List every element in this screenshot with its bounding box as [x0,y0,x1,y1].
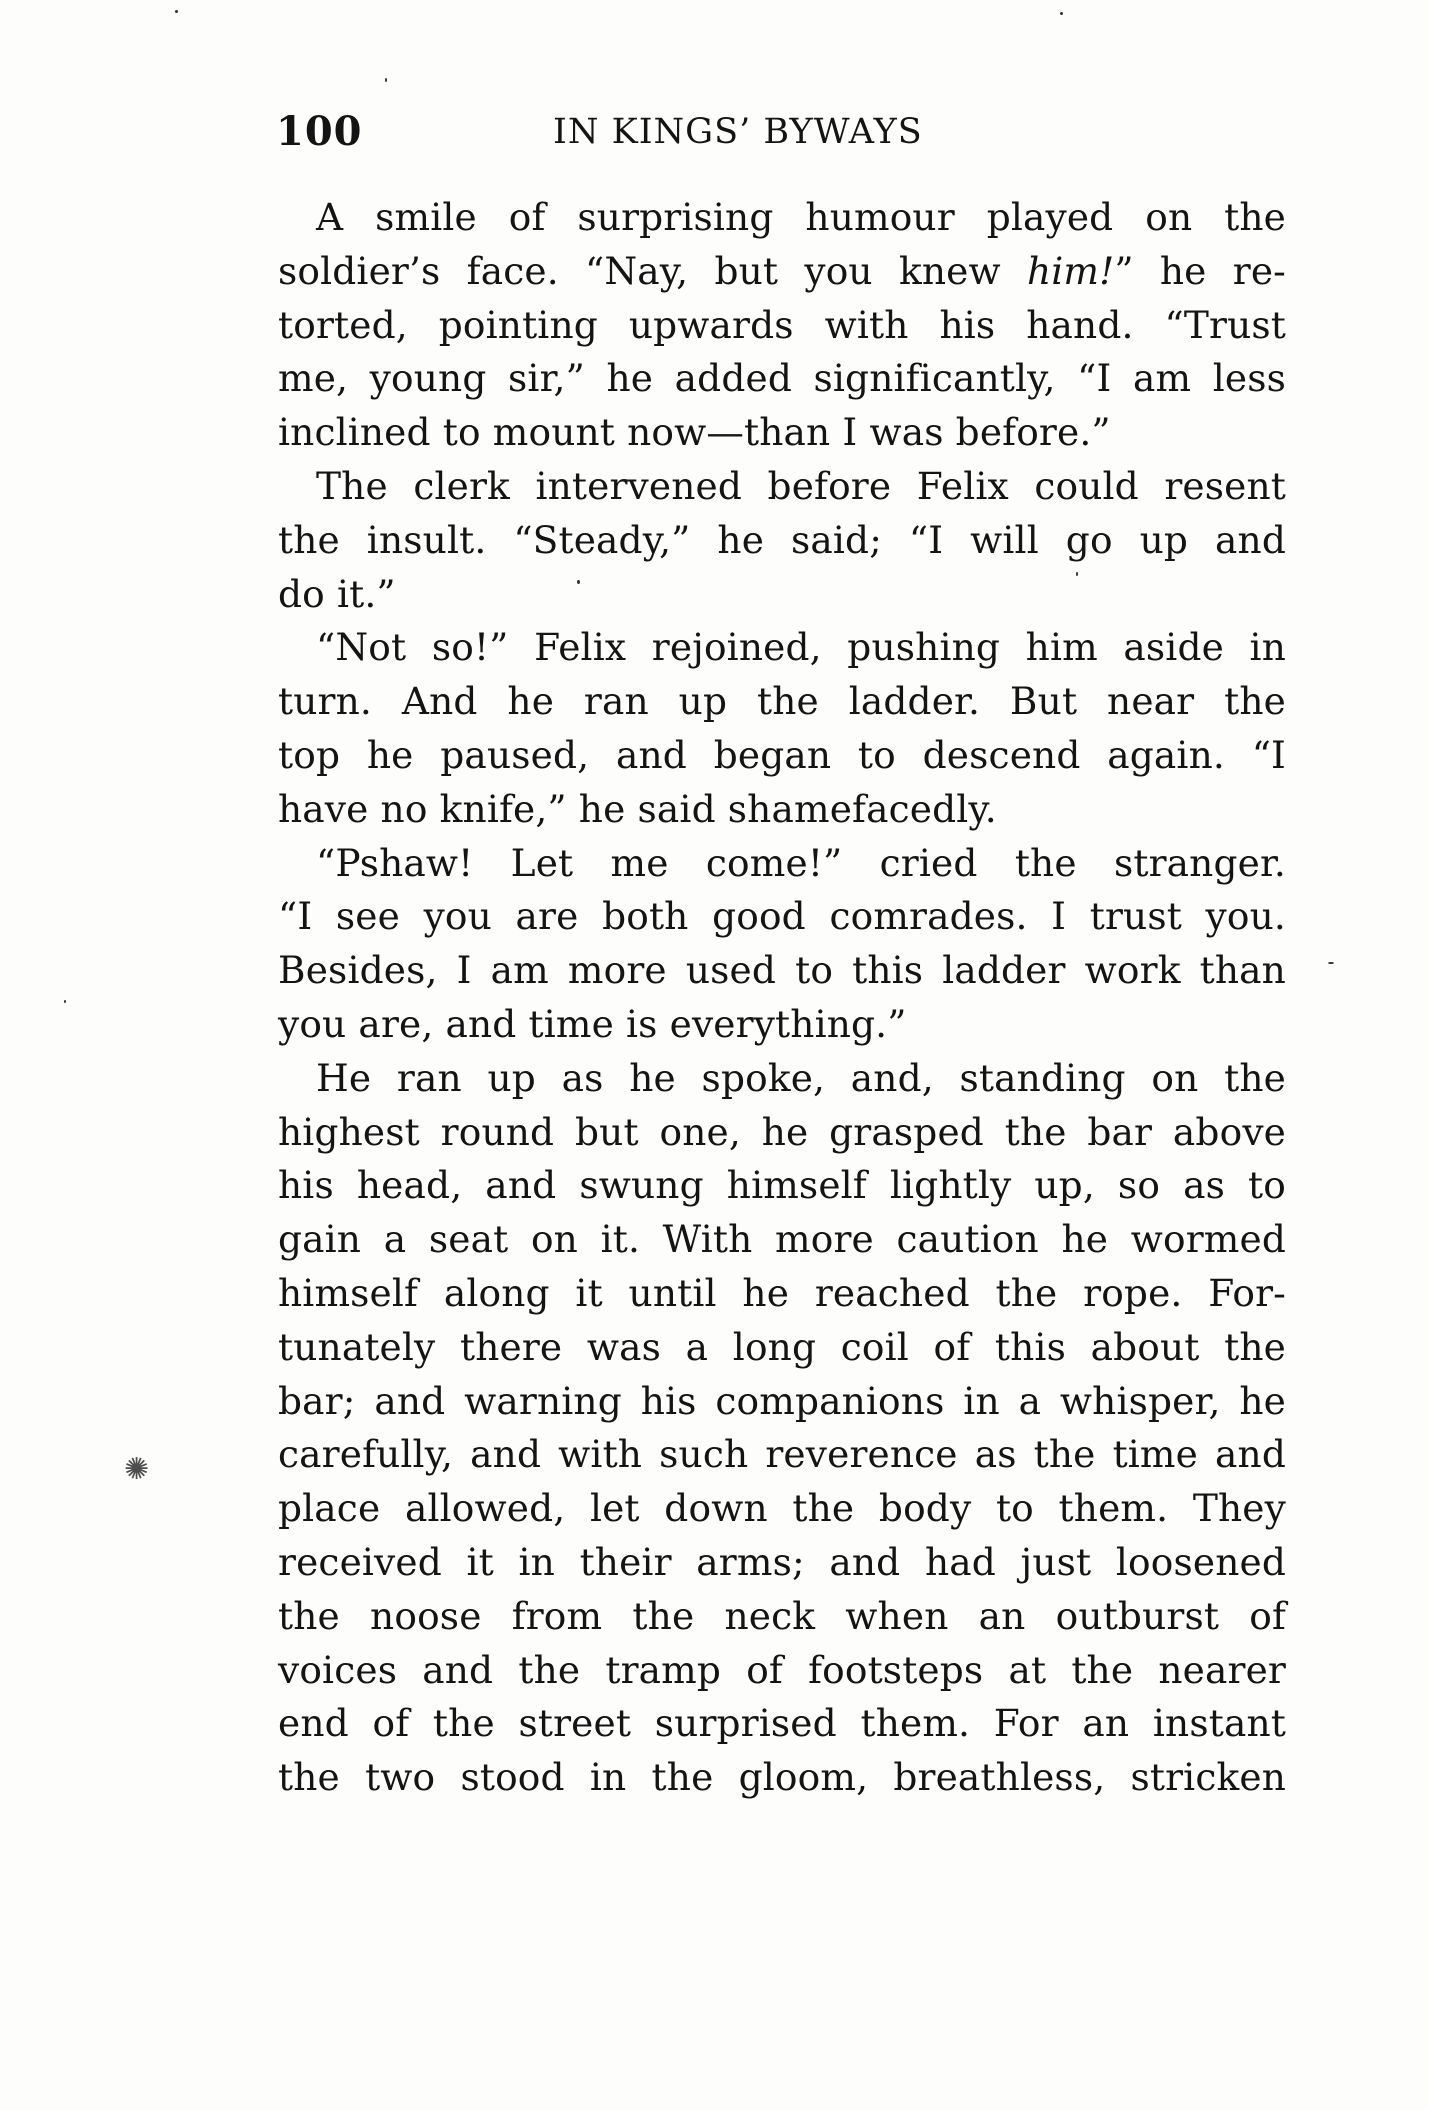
text-line: do it.” [278,571,396,616]
text-line: voices and the tramp of footsteps at the nearer [278,1647,1286,1692]
text-line: “Pshaw! Let me come!” cried the stranger. [316,840,1286,885]
print-speck [1076,572,1078,576]
text-line: torted, pointing upwards with his hand. “Trust [278,302,1286,347]
text-line: the insult. “Steady,” he said; “I will go up and [278,517,1286,562]
text-line: tunately there was a long coil of this about the [278,1324,1286,1369]
print-speck [175,10,178,13]
text-line: place allowed, let down the body to them. They [278,1486,1286,1531]
book-title: IN KINGS’ BYWAYS [553,112,923,152]
print-speck [64,1000,66,1003]
text-line: He ran up as he spoke, and, standing on the [316,1055,1286,1100]
emphasis: him! [1026,248,1115,293]
print-speck [1328,962,1334,964]
print-speck [385,78,387,82]
text-line: have no knife,” he said shamefacedly. [278,786,997,831]
text-line: received it in their arms; and had just loosened [278,1539,1286,1584]
page-number: 100 [276,108,363,155]
ink-blot-icon: ✺ [124,1452,150,1487]
text-line: top he paused, and began to descend again. “I [278,732,1286,777]
text-line: inclined to mount now—than I was before.” [278,410,1111,455]
print-speck [577,580,580,584]
text-line: “I see you are both good comrades. I trust you. [278,894,1286,939]
print-speck [1060,12,1063,15]
text-line: himself along it until he reached the rope. For- [278,1270,1286,1315]
text-line: end of the street surprised them. For an instant [278,1701,1286,1746]
text-line: The clerk intervened before Felix could resent [316,463,1286,508]
text-line: the two stood in the gloom, breathless, stricken [278,1755,1286,1800]
text-line: the noose from the neck when an outburst of [278,1593,1286,1638]
text-line: gain a seat on it. With more caution he wormed [278,1217,1286,1262]
running-head [276,108,1286,168]
text-line: “Not so!” Felix rejoined, pushing him aside in [316,625,1286,670]
text-line: turn. And he ran up the ladder. But near the [278,679,1286,724]
text-line: you are, and time is everything.” [278,1001,907,1046]
text-line: A smile of surprising humour played on the [316,195,1286,239]
body-text [278,191,1286,1805]
text-line: bar; and warning his companions in a whisper, he [278,1378,1286,1423]
text-line: his head, and swung himself lightly up, so as to [278,1163,1286,1208]
text-line: Besides, I am more used to this ladder work than [278,948,1286,993]
text-line: soldier’s face. “Nay, but you knew him!” he re- [278,248,1286,293]
text-line: highest round but one, he grasped the bar above [278,1109,1286,1154]
text-line: me, young sir,” he added significantly, “I am less [278,356,1286,401]
text-line: carefully, and with such reverence as the time and [278,1432,1286,1477]
